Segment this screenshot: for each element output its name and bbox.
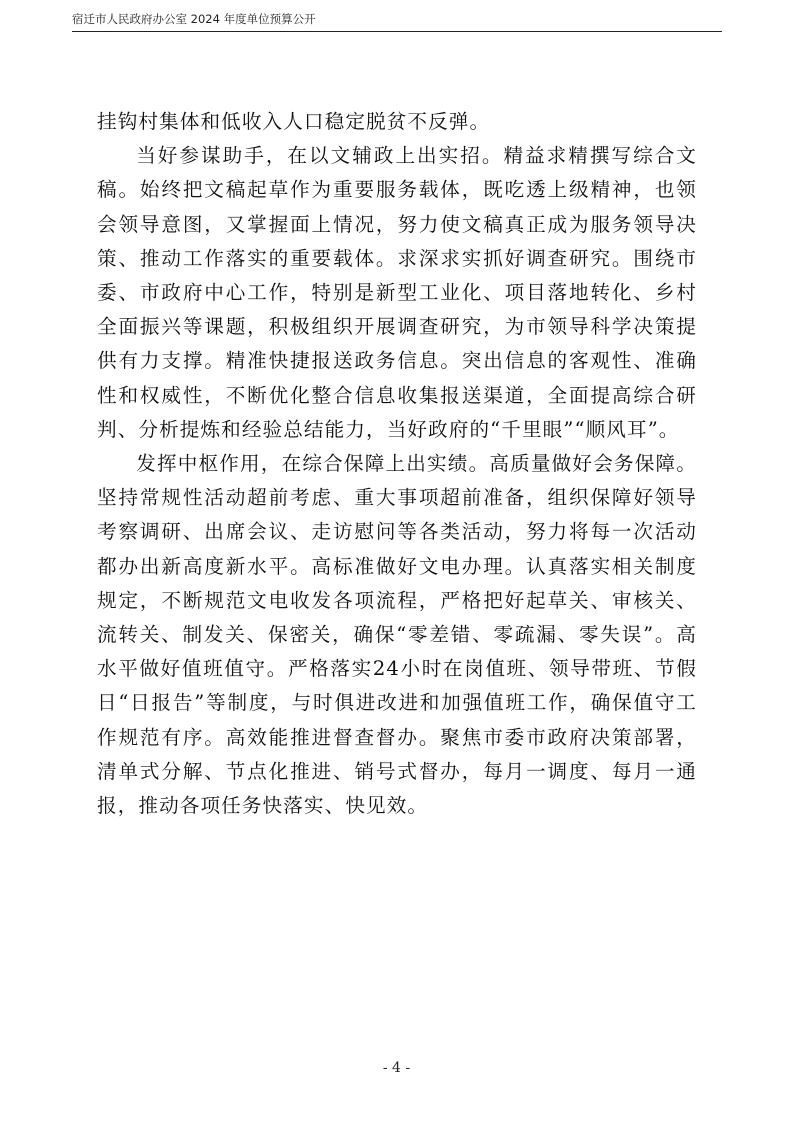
page-number: - 4 - (382, 1060, 411, 1076)
page-header (72, 9, 722, 32)
paragraph-advisory: 当好参谋助手，在以文辅政上出实招。精益求精撰写综合文稿。始终把文稿起草作为重要服务载体，既吃透上级精神，也领会领导意图，又掌握面上情况，努力使文稿真正成为服务领导决策、推动工作落实的重要载体。求深求实抓好调查研究。围绕市委、市政府中心工作，特别是新型工业化、项目落地转化、乡村全面振兴等课题，积极组织开展调查研究，为市领导科学决策提供有力支撑。精准快捷报送政务信息。突出信息的客观性、准确性和权威性，不断优化整合信息收集报送渠道，全面提高综合研判、分析提炼和经验总结能力，当好政府的“千里眼”“顺风耳”。 (97, 144, 697, 441)
paragraph-continuation: 挂钩村集体和低收入人口稳定脱贫不反弹。 (97, 110, 491, 133)
paragraph-support: 发挥中枢作用，在综合保障上出实绩。高质量做好会务保障。坚持常规性活动超前考虑、重大事项超前准备，组织保障好领导考察调研、出席会议、走访慰问等各类活动，努力将每一次活动都办出新高度新水平。高标准做好文电办理。认真落实相关制度规定，不断规范文电收发各项流程，严格把好起草关、审核关、流转关、制发关、保密关，确保“零差错、零疏漏、零失误”。高水平做好值班值守。严格落实24小时在岗值班、领导带班、节假日“日报告”等制度，与时俱进改进和加强值班工作，确保值守工作规范有序。高效能推进督查督办。聚焦市委市政府决策部署，清单式分解、节点化推进、销号式督办，每月一调度、每月一通报，推动各项任务快落实、快见效。 (97, 452, 697, 818)
document-body (97, 105, 697, 823)
header-title: 宿迁市人民政府办公室 2024 年度单位预算公开 (72, 12, 316, 26)
